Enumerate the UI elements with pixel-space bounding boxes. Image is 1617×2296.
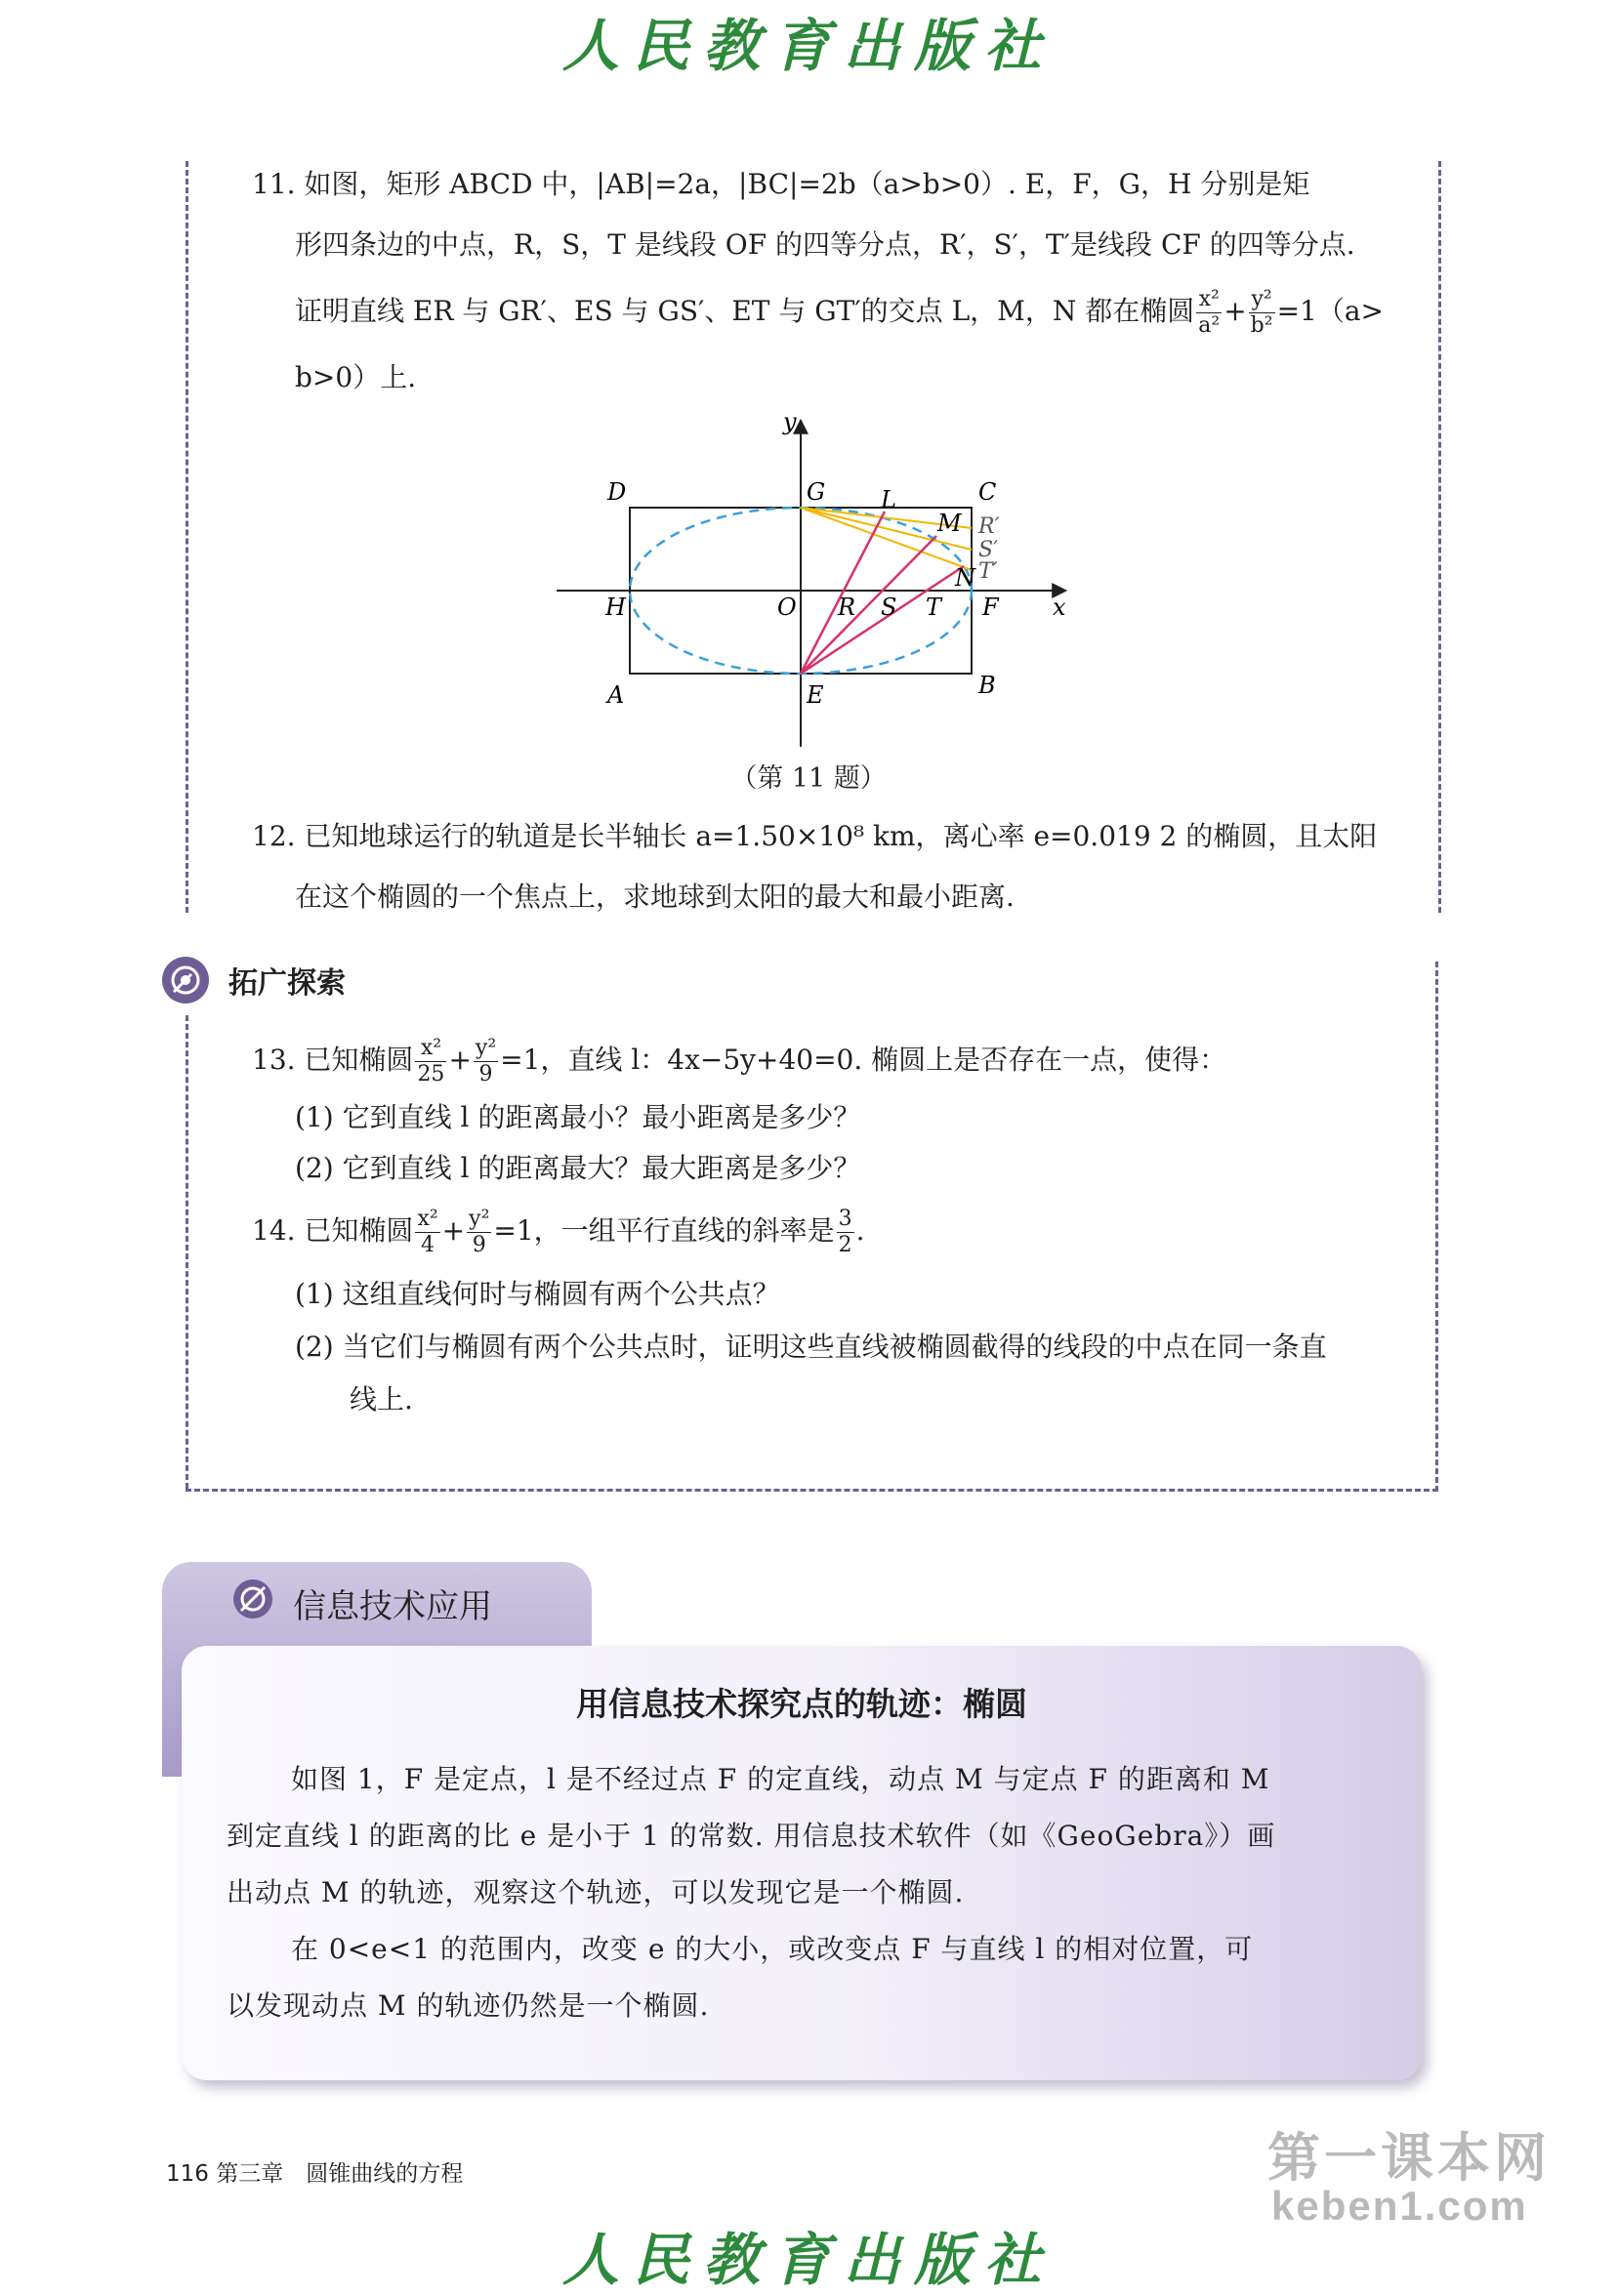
- fraction-numerator: y²: [1249, 287, 1275, 313]
- info-tech-para1-line3: 出动点 M 的轨迹，观察这个轨迹，可以发现它是一个椭圆.: [227, 1876, 965, 1908]
- label-n: N: [955, 564, 975, 592]
- explore-title: 拓广探索: [228, 966, 346, 1001]
- chapter-title: 第三章 圆锥曲线的方程: [216, 2161, 464, 2187]
- line-e-l: [801, 512, 885, 674]
- problem-11-line4: b>0）上.: [295, 361, 417, 393]
- problem-13-pre: 13. 已知椭圆: [252, 1044, 414, 1076]
- info-tech-body: [227, 1751, 1398, 2034]
- problem-11-line2: 形四条边的中点，R，S，T 是线段 OF 的四等分点，R′，S′，T′是线段 CF 的四等分点.: [295, 228, 1355, 261]
- plus-sign: +: [1223, 295, 1247, 327]
- problem-11-line3: [252, 275, 1424, 348]
- info-tech-title: 用信息技术探究点的轨迹：椭圆: [576, 1685, 1027, 1723]
- info-tech-para1-line1: 如图 1，F 是定点，l 是不经过点 F 的定直线，动点 M 与定点 F 的距离和 M: [291, 1763, 1270, 1795]
- label-l: L: [881, 486, 896, 513]
- explore-frame-left: [186, 1015, 188, 1489]
- problem-14-q2-line1: (2) 当它们与椭圆有两个公共点时，证明这些直线被椭圆截得的线段的中点在同一条直: [295, 1331, 1327, 1363]
- label-e: E: [807, 681, 824, 709]
- problem-12-line1: 12. 已知地球运行的轨道是长半轴长 a=1.50×10⁸ km，离心率 e=0.019 2 的椭圆，且太阳: [252, 820, 1378, 852]
- publisher-header: 人民教育出版社: [561, 13, 1055, 79]
- problem-13: [252, 1028, 1424, 1426]
- page-footer: [166, 2155, 463, 2188]
- p13-y-fraction: [474, 1036, 498, 1087]
- info-tech-para2-line1: 在 0<e<1 的范围内，改变 e 的大小，或改变点 F 与直线 l 的相对位置，可: [291, 1933, 1254, 1965]
- label-b: B: [978, 672, 996, 699]
- publisher-footer: 人民教育出版社: [561, 2227, 1055, 2293]
- fraction-denominator: 4: [421, 1233, 435, 1257]
- fraction-denominator: 9: [478, 1062, 493, 1086]
- label-d: D: [607, 478, 627, 506]
- plus-sign: +: [441, 1214, 466, 1247]
- label-g: G: [807, 478, 826, 506]
- info-tech-para2-line2: 以发现动点 M 的轨迹仍然是一个椭圆.: [227, 1989, 710, 2022]
- figure-11-caption: （第 11 题）: [730, 763, 887, 794]
- watermark-url: keben1.com: [1271, 2183, 1528, 2229]
- problem-13-q1: (1) 它到直线 l 的距离最小？最小距离是多少？: [295, 1101, 861, 1133]
- problem-14-end: .: [855, 1214, 865, 1247]
- problem-11-line3-end: =1（a>: [1276, 295, 1384, 327]
- fraction-numerator: y²: [469, 1207, 490, 1231]
- problem-11-line3-text: 证明直线 ER 与 GR′、ES 与 GS′、ET 与 GT′的交点 L，M，N 都在椭圆: [295, 295, 1195, 327]
- ellipse-y-fraction: [1249, 287, 1275, 339]
- info-tech-tab-label: 信息技术应用: [293, 1587, 492, 1626]
- fraction-numerator: x²: [417, 1207, 438, 1231]
- label-m: M: [937, 510, 962, 537]
- page-number: 116: [166, 2161, 209, 2187]
- fraction-denominator: a²: [1198, 313, 1221, 338]
- problem-14-pre: 14. 已知椭圆: [252, 1214, 414, 1247]
- figure-11: [537, 410, 1084, 752]
- fraction-denominator: 2: [838, 1233, 852, 1257]
- label-t-prime: T′: [978, 559, 998, 584]
- problem-14-stem: [252, 1194, 1424, 1268]
- problem-14-mid: =1，一组平行直线的斜率是: [493, 1214, 835, 1247]
- label-s-prime: S′: [978, 538, 999, 562]
- watermark-cn: 第一课本网: [1267, 2129, 1551, 2188]
- label-r-prime: R′: [978, 514, 1000, 539]
- fraction-numerator: x²: [415, 1036, 446, 1062]
- fraction-denominator: 9: [472, 1233, 486, 1257]
- problem-12: [252, 806, 1424, 927]
- label-c: C: [978, 478, 997, 506]
- plus-sign: +: [448, 1044, 472, 1076]
- problem-13-q2: (2) 它到直线 l 的距离最大？最大距离是多少？: [295, 1152, 861, 1184]
- problem-12-line2: 在这个椭圆的一个焦点上，求地球到太阳的最大和最小距离.: [295, 881, 1015, 913]
- p13-x-fraction: [415, 1036, 446, 1087]
- problem-14-q1: (1) 这组直线何时与椭圆有两个公共点？: [295, 1278, 780, 1310]
- problem-13-post: =1，直线 l：4x−5y+40=0. 椭圆上是否存在一点，使得：: [500, 1044, 1227, 1076]
- label-r: R: [838, 594, 856, 621]
- p14-x-fraction: [415, 1207, 439, 1258]
- label-y: y: [783, 410, 797, 435]
- label-a: A: [607, 681, 625, 709]
- label-t: T: [926, 594, 942, 621]
- slope-fraction: [837, 1207, 854, 1258]
- label-s: S: [881, 594, 897, 621]
- info-tech-icon: [229, 1576, 276, 1622]
- label-f: F: [982, 594, 999, 621]
- info-tech-para1-line2: 到定直线 l 的距离的比 e 是小于 1 的常数. 用信息技术软件（如《GeoGebra》）画: [227, 1820, 1276, 1852]
- fraction-denominator: 25: [417, 1062, 445, 1086]
- problem-11: [252, 154, 1424, 408]
- label-o: O: [777, 594, 797, 621]
- fraction-numerator: y²: [475, 1036, 497, 1060]
- problem-14-q2-line2: 线上.: [350, 1383, 413, 1415]
- label-x: x: [1053, 594, 1066, 621]
- problem-13-stem: [252, 1028, 1424, 1092]
- p14-y-fraction: [467, 1207, 491, 1258]
- problem-11-line1: 11. 如图，矩形 ABCD 中，|AB|=2a，|BC|=2b（a>b>0）. E，F，G，H 分别是矩: [252, 168, 1310, 200]
- ellipse-x-fraction: [1196, 287, 1222, 339]
- fraction-denominator: b²: [1250, 313, 1273, 338]
- fraction-numerator: x²: [1196, 287, 1222, 313]
- fraction-numerator: 3: [838, 1207, 852, 1231]
- label-h: H: [605, 594, 626, 621]
